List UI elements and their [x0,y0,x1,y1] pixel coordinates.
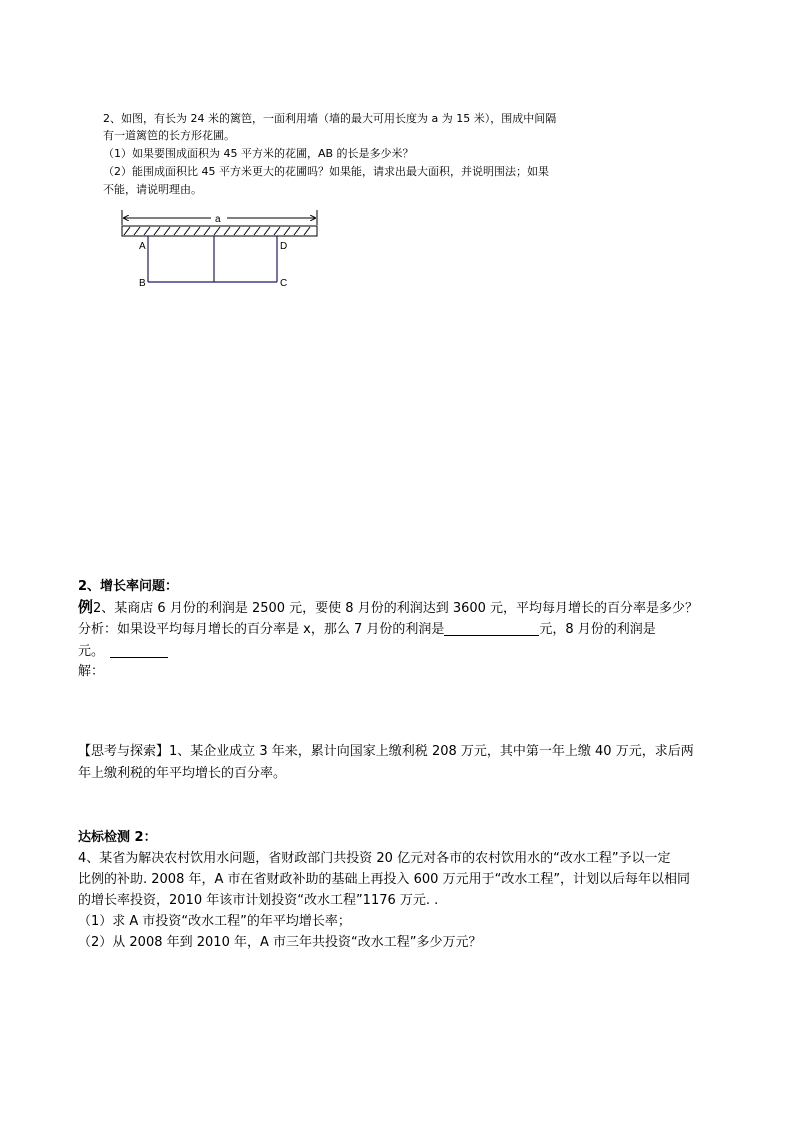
label-C: C [280,278,288,289]
problem2-q1: （1）如果要围成面积为 45 平方米的花圃，AB 的长是多少米？ [103,147,414,160]
problem2-line2: 有一道篱笆的长方形花圃。 [103,129,235,142]
fence-lines [148,236,277,282]
check-line2: 比例的补助. 2008 年，A 市在省财政补助的基础上再投入 600 万元用于“改水工程”，计划以后每年以相同 [78,872,691,887]
wall-hatching [124,227,310,235]
example2-line [78,597,698,619]
answer-blank-august[interactable] [110,643,168,658]
analysis-line [78,619,656,640]
check-q1: （1）求 A 市投资“改水工程”的年平均增长率； [78,914,351,929]
problem2-q2-line2: 不能，请说明理由。 [103,183,202,196]
check-heading: 达标检测 2： [78,830,157,845]
section2-heading: 2、增长率问题： [78,579,179,594]
thinking-line2: 年上缴利税的年平均增长的百分率。 [78,766,287,781]
label-B: B [139,278,146,289]
analysis-line2-text: 元。 [78,644,105,659]
check-line3: 的增长率投资，2010 年该市计划投资“改水工程”1176 万元. . [78,893,439,908]
analysis-line2 [78,641,168,662]
check-q2: （2）从 2008 年到 2010 年，A 市三年共投资“改水工程”多少万元？ [78,935,482,950]
analysis-part2: 元，8 月份的利润是 [539,622,656,637]
fence-diagram [115,208,330,293]
analysis-part1: 分析：如果设平均每月增长的百分率是 x，那么 7 月份的利润是 [78,622,445,637]
label-a: a [215,214,221,225]
problem2-q2-line1: （2）能围成面积比 45 平方米更大的花圃吗？如果能，请求出最大面积，并说明围法；如果 [103,165,549,178]
label-A: A [139,241,146,252]
example-prefix: 例 [78,598,94,616]
answer-blank-july[interactable] [444,621,539,636]
check-line1: 4、某省为解决农村饮用水问题，省财政部门共投资 20 亿元对各市的农村饮用水的“改水工程”予以一定 [78,851,671,866]
label-D: D [280,241,288,252]
problem2-line1: 2、如图，有长为 24 米的篱笆，一面利用墙（墙的最大可用长度为 a 为 15 米），围成中间隔 [103,112,557,125]
solution-label: 解： [78,664,105,679]
example-text: 2、某商店 6 月份的利润是 2500 元，要使 8 月份的利润达到 3600 元，平均每月增长的百分率是多少？ [93,601,699,616]
thinking-line1: 【思考与探索】1、某企业成立 3 年来，累计向国家上缴利税 208 万元，其中第一年上缴 40 万元，求后两 [78,744,694,759]
